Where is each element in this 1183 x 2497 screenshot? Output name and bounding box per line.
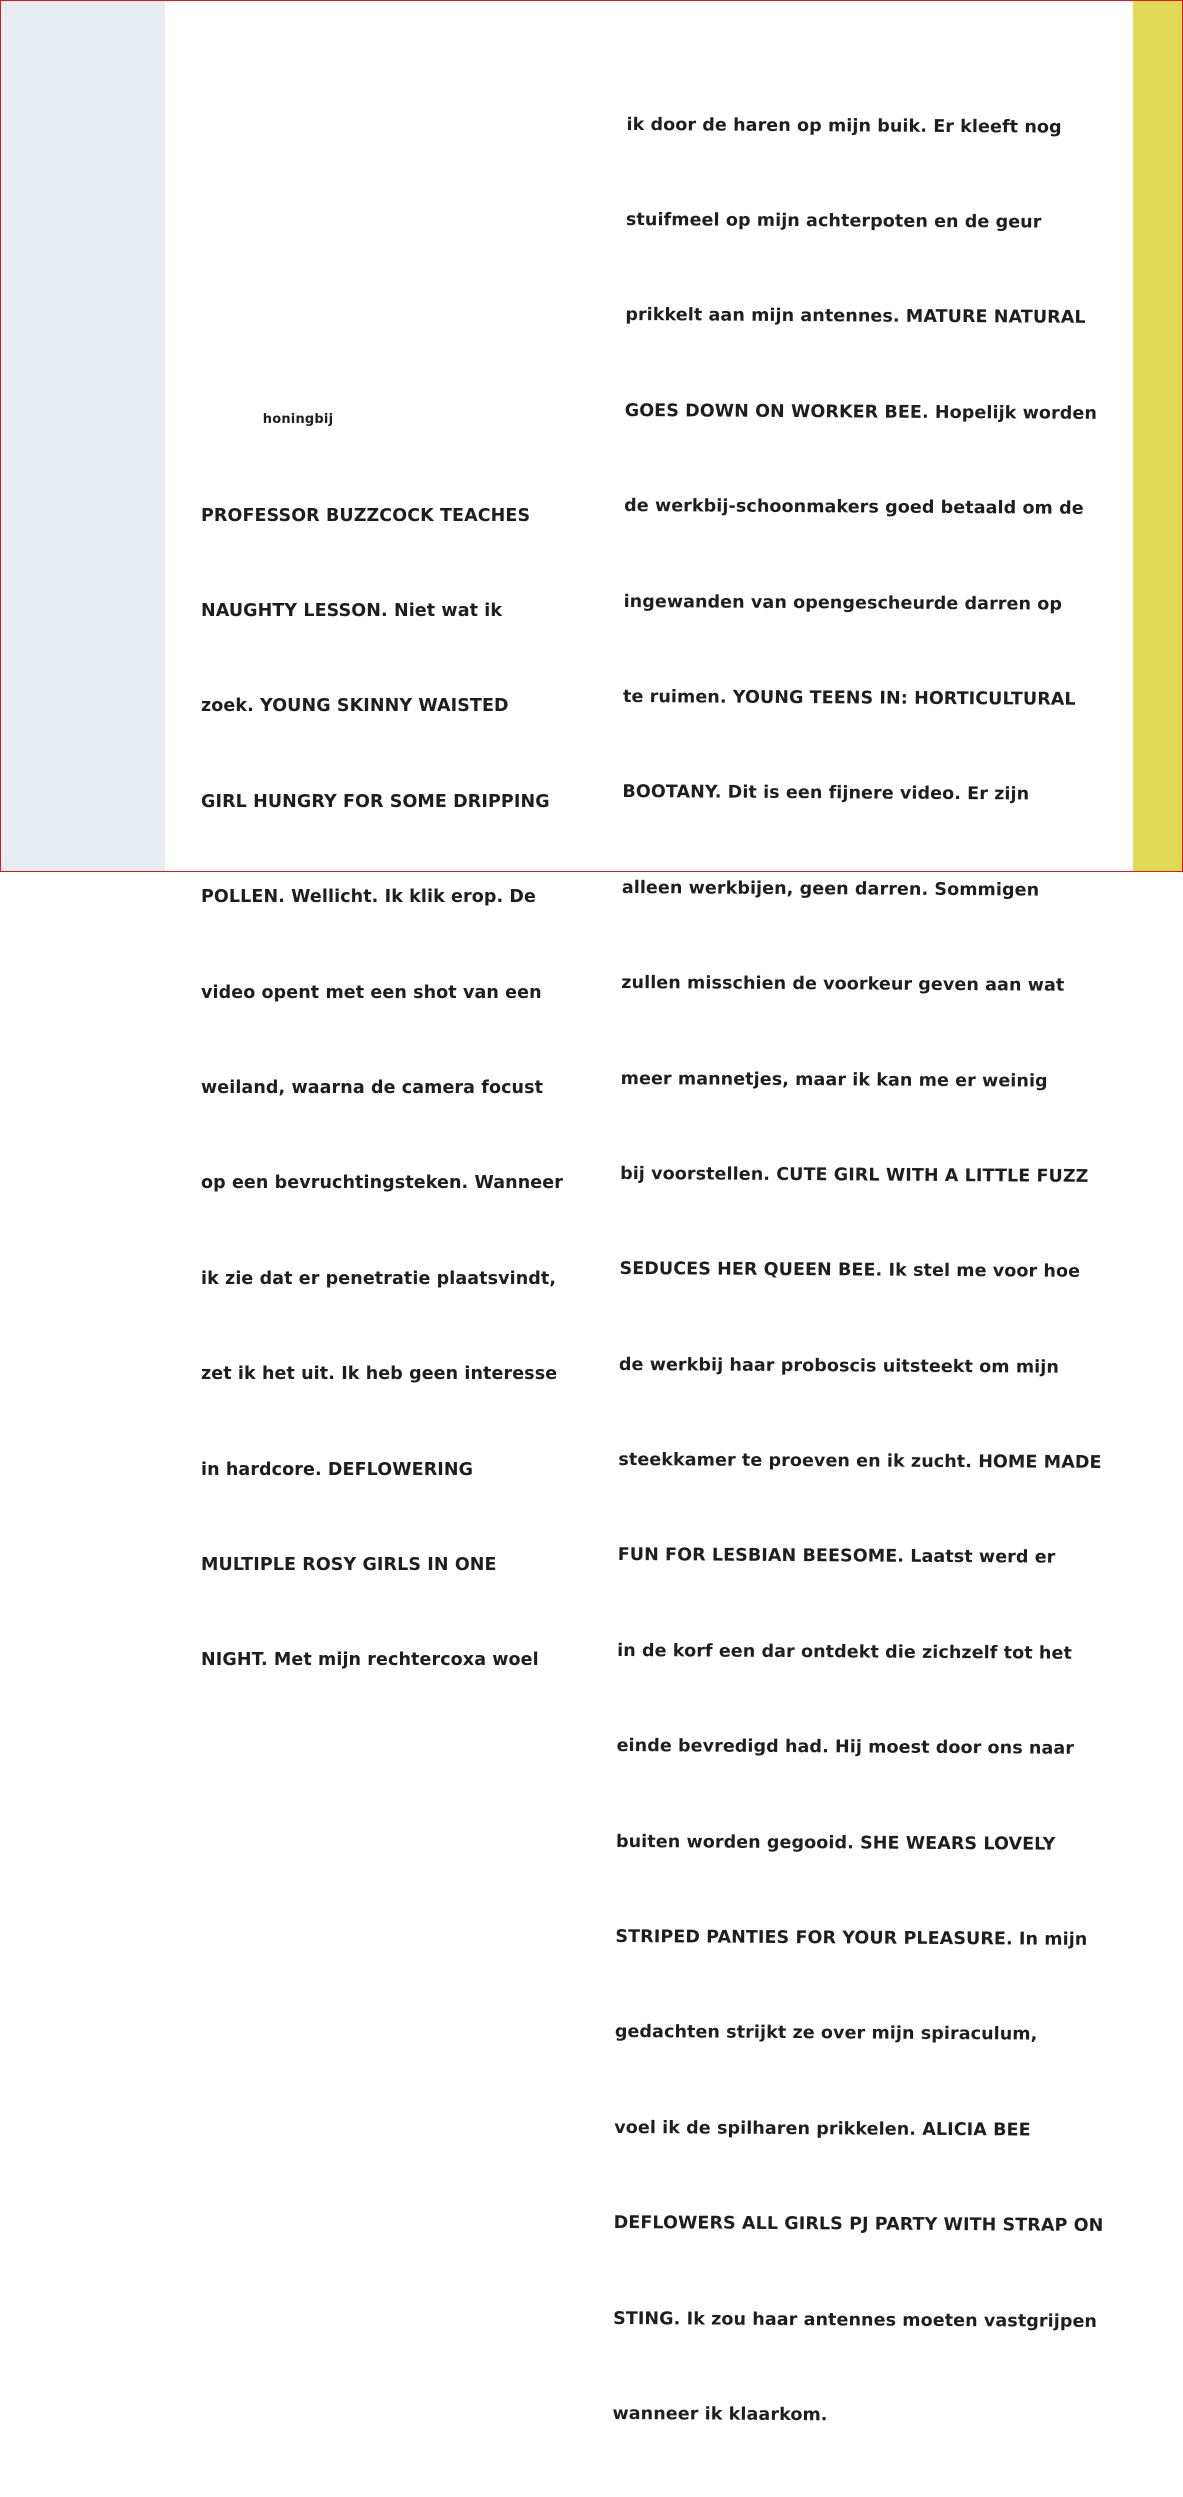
text-line: prikkelt aan mijn antennes. MATURE NATURAL bbox=[625, 305, 1086, 329]
text-line: POLLEN. Wellicht. Ik klik erop. De bbox=[201, 887, 537, 908]
text-line: meer mannetjes, maar ik kan me er weinig bbox=[620, 1068, 1048, 1092]
text-line: zullen misschien de voorkeur geven aan wat bbox=[621, 973, 1065, 996]
image-caption: honingbij bbox=[262, 412, 334, 427]
text-line: einde bevredigd had. Hij moest door ons naar bbox=[616, 1736, 1075, 1759]
text-line: gedachten strijkt ze over mijn spiraculum, bbox=[614, 2022, 1038, 2045]
text-line: voel ik de spilharen prikkelen. ALICIA BEE bbox=[614, 2117, 1031, 2141]
text-line: PROFESSOR BUZZCOCK TEACHES bbox=[201, 505, 531, 526]
text-line: stuifmeel op mijn achterpoten en de geur bbox=[625, 209, 1042, 233]
text-line: weiland, waarna de camera focust bbox=[201, 1077, 544, 1098]
text-line: STRIPED PANTIES FOR YOUR PLEASURE. In mijn bbox=[615, 1926, 1088, 1950]
text-line: zet ik het uit. Ik heb geen interesse bbox=[201, 1364, 558, 1385]
text-line: DEFLOWERS ALL GIRLS PJ PARTY WITH STRAP ON bbox=[613, 2213, 1104, 2237]
left-margin-band bbox=[1, 1, 165, 871]
text-line: video opent met een shot van een bbox=[201, 982, 542, 1003]
text-line: ik zie dat er penetratie plaatsvindt, bbox=[201, 1268, 557, 1289]
text-line: NIGHT. Met mijn rechtercoxa woel bbox=[201, 1650, 539, 1671]
text-line: GOES DOWN ON WORKER BEE. Hopelijk worden bbox=[624, 400, 1097, 424]
text-line: buiten worden gegooid. SHE WEARS LOVELY bbox=[615, 1831, 1056, 1855]
text-line: FUN FOR LESBIAN BEESOME. Laatst werd er bbox=[617, 1545, 1056, 1569]
text-line: GIRL HUNGRY FOR SOME DRIPPING bbox=[201, 791, 550, 812]
text-line: SEDUCES HER QUEEN BEE. Ik stel me voor hoe bbox=[619, 1259, 1081, 1283]
right-text-column bbox=[612, 46, 1127, 2497]
text-line: bij voorstellen. CUTE GIRL WITH A LITTLE FUZZ bbox=[620, 1163, 1089, 1187]
left-text-column bbox=[201, 437, 581, 1741]
text-line: in de korf een dar ontdekt die zichzelf tot het bbox=[617, 1640, 1073, 1664]
text-line: MULTIPLE ROSY GIRLS IN ONE bbox=[201, 1554, 497, 1575]
text-line: BOOTANY. Dit is een fijnere video. Er zijn bbox=[622, 782, 1030, 805]
text-line: ingewanden van opengescheurde darren op bbox=[623, 591, 1063, 615]
text-line: NAUGHTY LESSON. Niet wat ik bbox=[201, 600, 503, 621]
text-line: op een bevruchtingsteken. Wanneer bbox=[201, 1173, 563, 1194]
text-line: de werkbij haar proboscis uitsteekt om mijn bbox=[618, 1354, 1060, 1378]
text-line: de werkbij-schoonmakers goed betaald om de bbox=[624, 496, 1084, 519]
text-line: in hardcore. DEFLOWERING bbox=[201, 1459, 474, 1480]
text-line: ik door de haren op mijn buik. Er kleeft nog bbox=[626, 114, 1062, 138]
text-line: zoek. YOUNG SKINNY WAISTED bbox=[201, 696, 509, 717]
text-line: wanneer ik klaarkom. bbox=[612, 2403, 828, 2426]
text-line: STING. Ik zou haar antennes moeten vastgrijpen bbox=[613, 2308, 1098, 2332]
right-margin-band bbox=[1133, 1, 1182, 871]
text-line: alleen werkbijen, geen darren. Sommigen bbox=[621, 877, 1040, 901]
text-line: te ruimen. YOUNG TEENS IN: HORTICULTURAL bbox=[622, 686, 1076, 710]
text-line: steekkamer te proeven en ik zucht. HOME MADE bbox=[618, 1450, 1102, 1473]
